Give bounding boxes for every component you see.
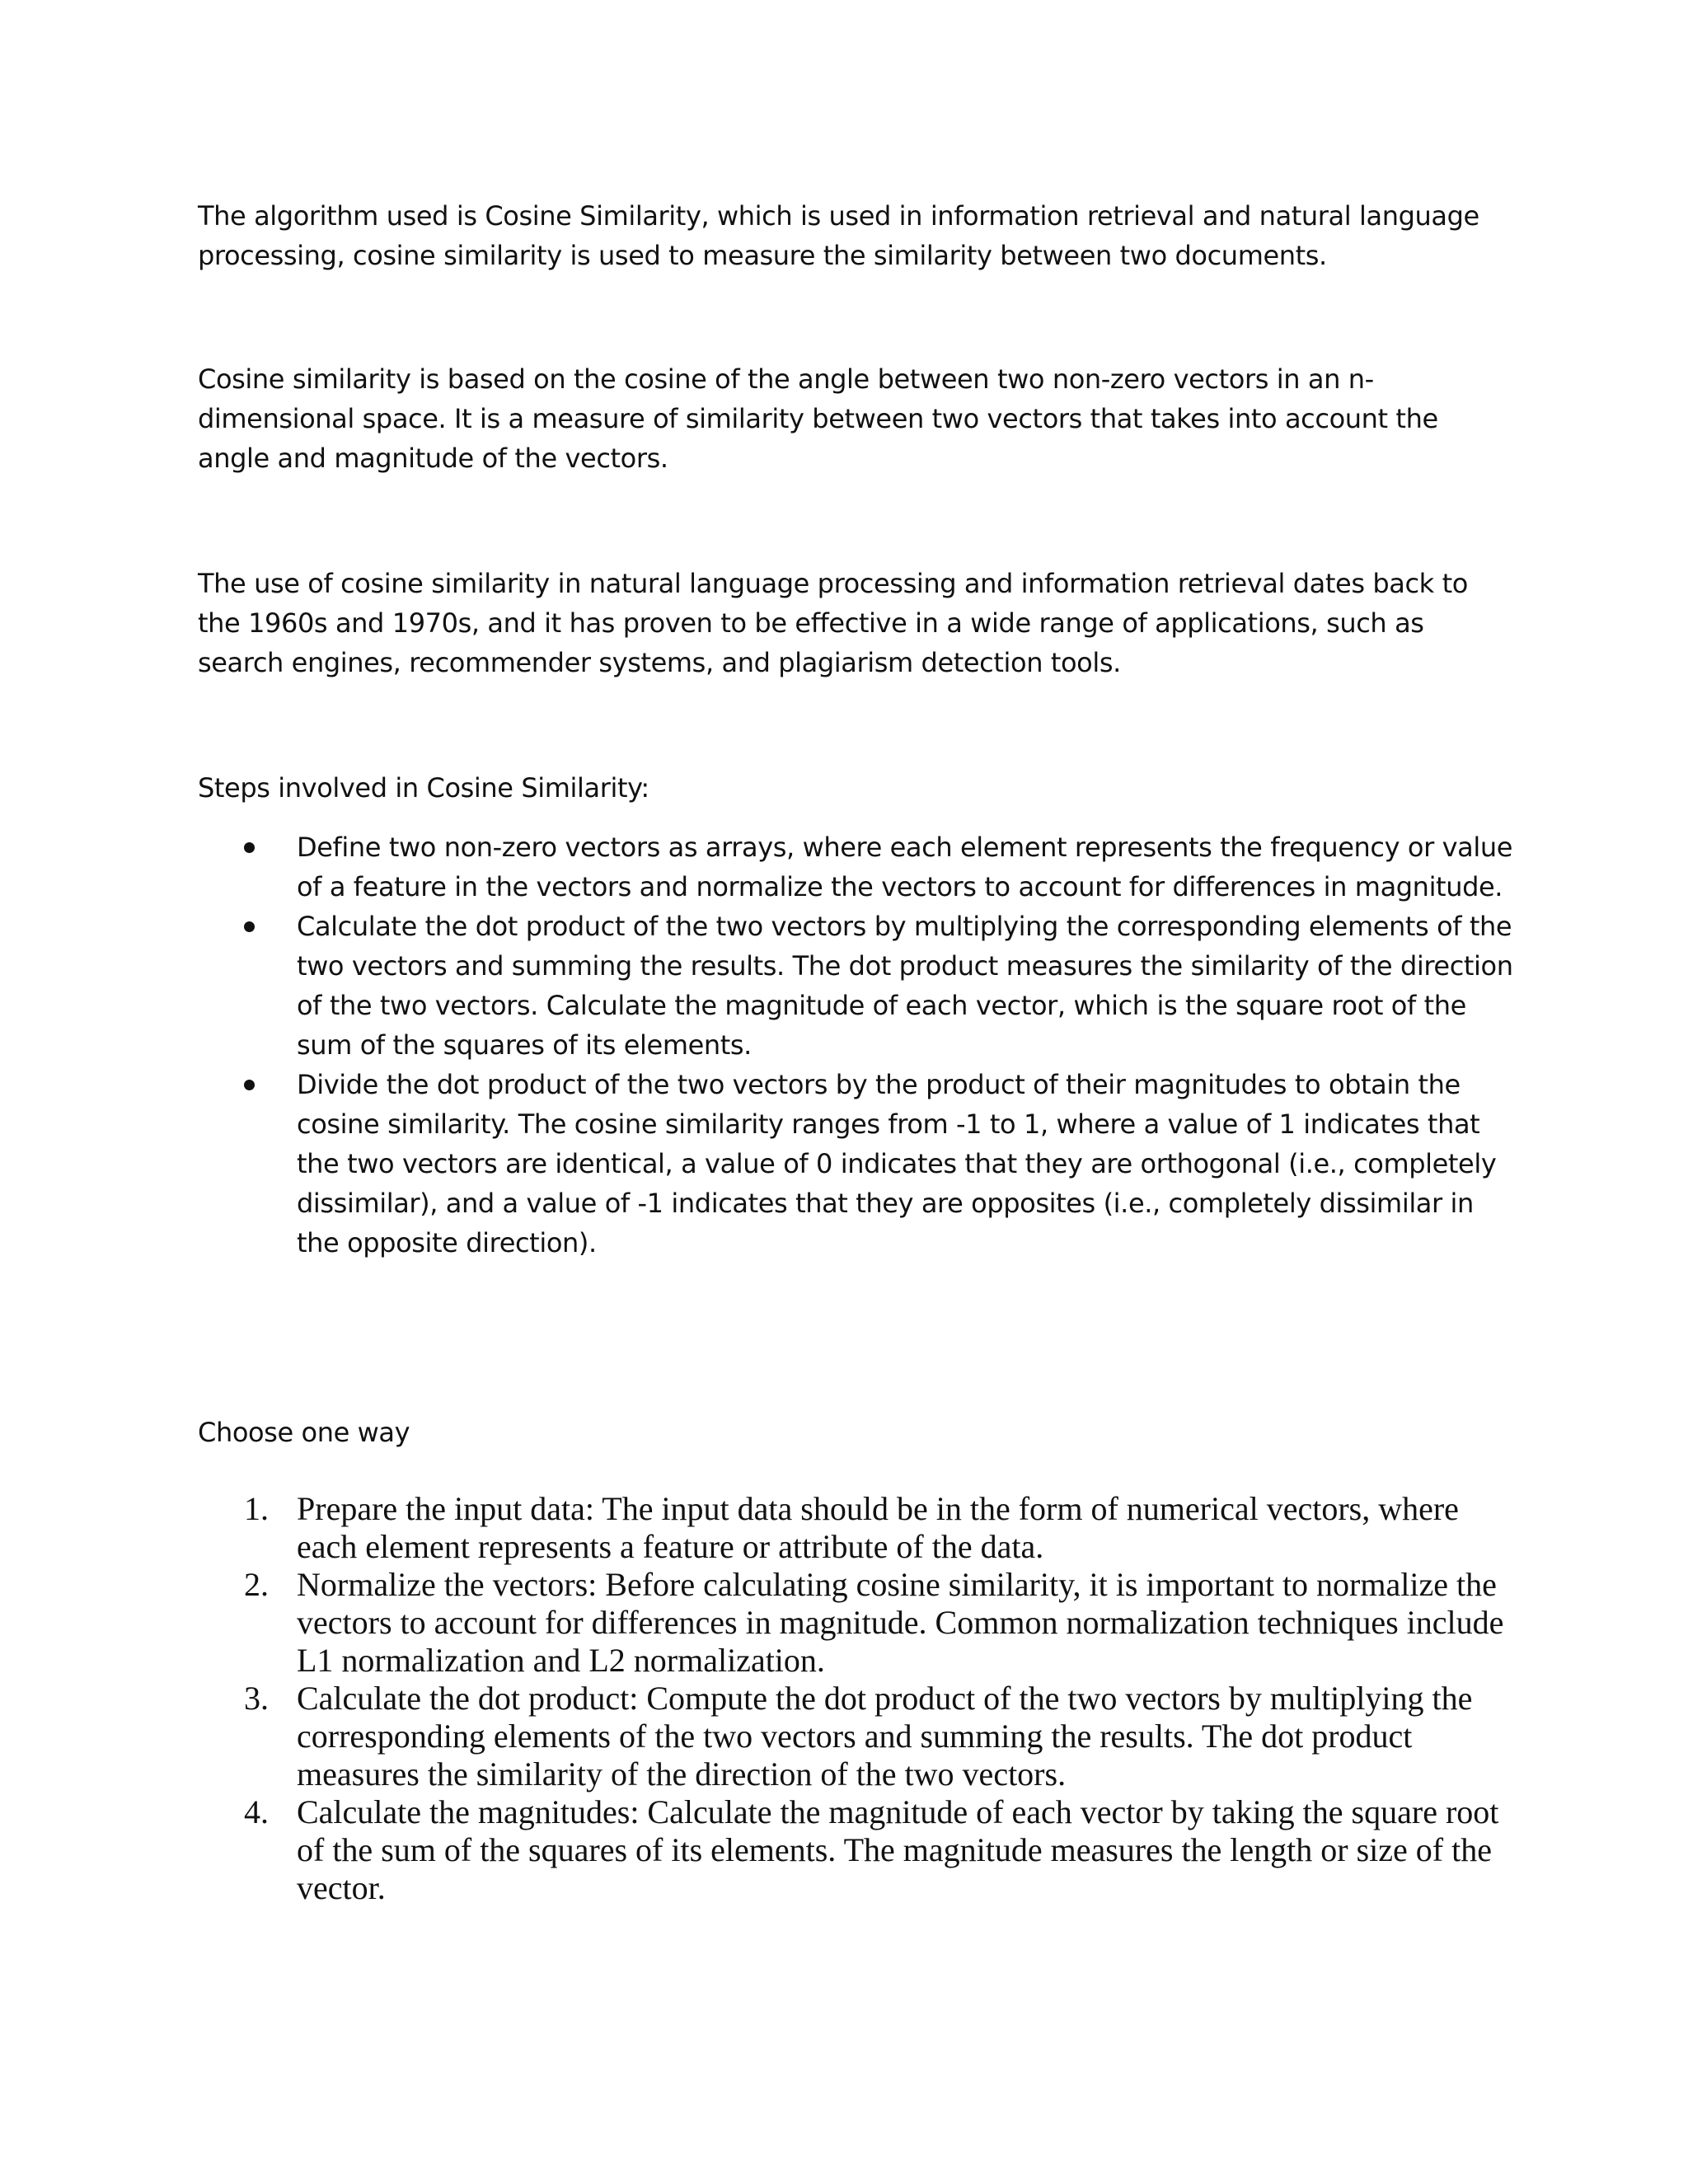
intro-paragraph: The algorithm used is Cosine Similarity, which is used in information retrieval and natural language processing, cosine similarity is used to measure the similarity between two documents. bbox=[198, 200, 1479, 271]
list-item bbox=[198, 1490, 1517, 1566]
list-item bbox=[198, 1566, 1517, 1680]
item-number: 2. bbox=[244, 1566, 269, 1603]
list-item bbox=[198, 1065, 1517, 1263]
step-text: Define two non-zero vectors as arrays, where each element represents the frequency or value of a feature in the vectors and normalize the vectors to account for differences in magnitude. bbox=[297, 832, 1513, 902]
step-text: Divide the dot product of the two vectors by the product of their magnitudes to obtain the cosine similarity. The cosine similarity ranges from -1 to 1, where a value of 1 indicates that the two vectors are identical, a value of 0 indicates that they are orthogonal (i.e., completely dissimilar), and a value of -1 indicates that they are opposites (i.e., completely dissimilar in the opposite direction). bbox=[297, 1069, 1497, 1258]
item-text: Calculate the magnitudes: Calculate the magnitude of each vector by taking the square root of the sum of the squares of its elements. The magnitude measures the length or size of the vector. bbox=[297, 1793, 1499, 1906]
list-item bbox=[198, 827, 1517, 907]
history-paragraph: The use of cosine similarity in natural language processing and information retrieval dates back to the 1960s and 1970s, and it has proven to be effective in a wide range of applications, such as search engines, recommender systems, and plagiarism detection tools. bbox=[198, 568, 1468, 678]
list-item bbox=[198, 1680, 1517, 1793]
steps-list bbox=[198, 827, 1517, 1263]
item-number: 3. bbox=[244, 1680, 269, 1717]
item-text: Normalize the vectors: Before calculating cosine similarity, it is important to normalize the vectors to account for differences in magnitude. Common normalization techniques include L1 normalization and L2 normalization. bbox=[297, 1566, 1504, 1679]
list-item bbox=[198, 907, 1517, 1065]
item-text: Prepare the input data: The input data should be in the form of numerical vectors, where each element represents a feature or attribute of the data. bbox=[297, 1490, 1459, 1565]
bullet-icon bbox=[244, 921, 255, 932]
item-text: Calculate the dot product: Compute the dot product of the two vectors by multiplying the corresponding elements of the two vectors and summing the results. The dot product measures the similarity of the direction of the two vectors. bbox=[297, 1680, 1473, 1793]
definition-paragraph: Cosine similarity is based on the cosine of the angle between two non-zero vectors in an n-dimensional space. It is a measure of similarity between two vectors that takes into account the angle and magnitude of the vectors. bbox=[198, 363, 1438, 474]
bullet-icon bbox=[244, 842, 255, 853]
steps-heading: Steps involved in Cosine Similarity: bbox=[198, 772, 649, 804]
numbered-list bbox=[198, 1490, 1517, 1907]
list-item bbox=[198, 1793, 1517, 1907]
bullet-icon bbox=[244, 1080, 255, 1090]
step-text: Calculate the dot product of the two vectors by multiplying the corresponding elements of the two vectors and summing the results. The dot product measures the similarity of the direction of the two vectors. Calculate the magnitude of each vector, which is the square root of the sum of the squares of its elements. bbox=[297, 911, 1513, 1061]
item-number: 1. bbox=[244, 1490, 269, 1527]
choose-heading: Choose one way bbox=[198, 1417, 410, 1448]
item-number: 4. bbox=[244, 1793, 269, 1830]
